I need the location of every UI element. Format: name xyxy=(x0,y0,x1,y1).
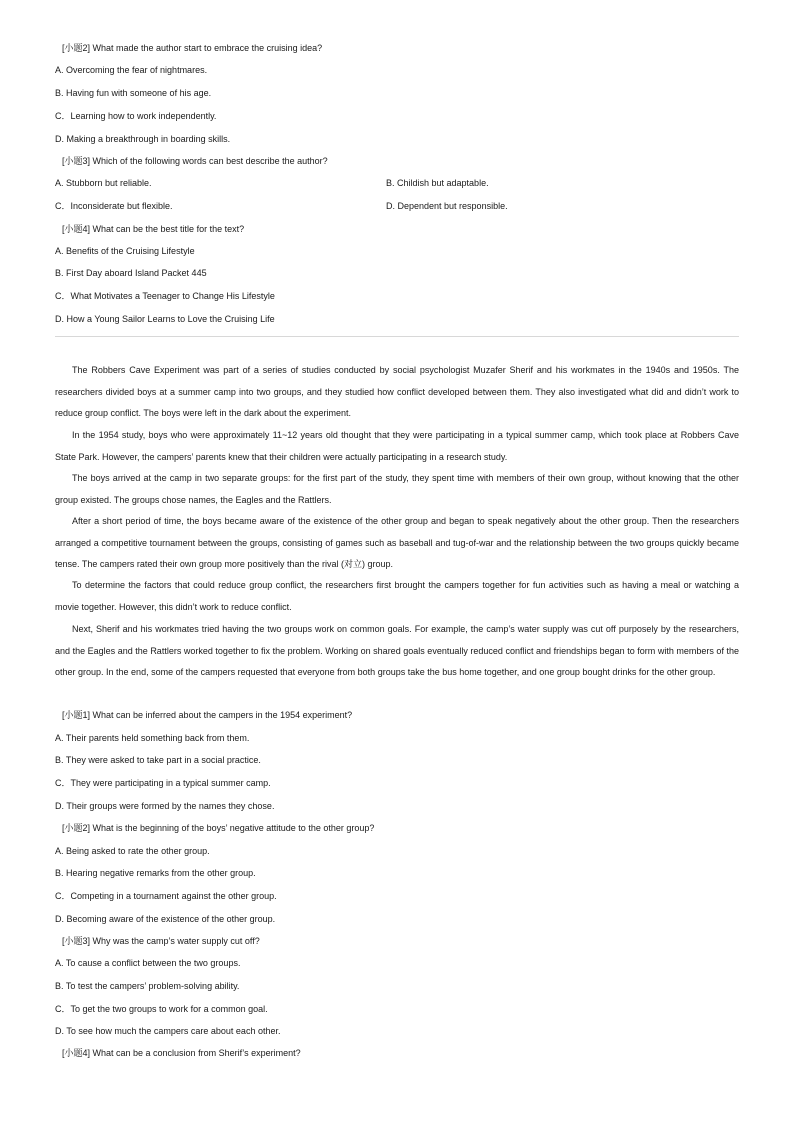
question-2-stem: [小题2] What made the author start to embrace the cruising idea? xyxy=(62,43,323,53)
q4-option-b[interactable]: B. First Day aboard Island Packet 445 xyxy=(55,268,207,278)
pq3-option-c[interactable]: C．To get the two groups to work for a common goal. xyxy=(55,1004,268,1014)
pq1-option-b[interactable]: B. They were asked to take part in a social practice. xyxy=(55,755,261,765)
passage-paragraph-3: The boys arrived at the camp in two separate groups: for the first part of the study, they spent time with members of their own group, without knowing that the other group existed. The groups chose names, the Eagles and the Rattlers. xyxy=(55,473,739,505)
pq2-option-a[interactable]: A. Being asked to rate the other group. xyxy=(55,846,210,856)
passage-paragraph-1: The Robbers Cave Experiment was part of a series of studies conducted by social psychologist Muzafer Sherif and his workmates in the 1940s and 1950s. The researchers divided boys at a summer camp into two groups, and they studied how conflict developed between them. They also investigated what did and didn’t work to reduce group conflict. The boys were left in the dark about the experiment. xyxy=(55,365,739,418)
q3-option-c[interactable]: C．Inconsiderate but flexible. xyxy=(55,201,173,211)
passage-paragraph-6: Next, Sherif and his workmates tried having the two groups work on common goals. For example, the camp’s water supply was cut off purposely by the researchers, and the Eagles and the Rattlers worked together to fix the problem. Working on shared goals eventually reduced conflict and friendships began to form with members of the other group. In the end, some of the campers requested that everyone from both groups take the bus home together, and one group bought drinks for the other group. xyxy=(55,624,739,677)
q2-option-c[interactable]: C．Learning how to work independently. xyxy=(55,111,217,121)
pq2-option-b[interactable]: B. Hearing negative remarks from the other group. xyxy=(55,868,256,878)
pq1-option-c[interactable]: C．They were participating in a typical summer camp. xyxy=(55,778,271,788)
q4-option-a[interactable]: A. Benefits of the Cruising Lifestyle xyxy=(55,246,195,256)
q3-option-d[interactable]: D. Dependent but responsible. xyxy=(386,201,508,211)
pq3-option-a[interactable]: A. To cause a conflict between the two groups. xyxy=(55,958,241,968)
pq3-option-b[interactable]: B. To test the campers’ problem-solving ability. xyxy=(55,981,240,991)
passage-paragraph-4: After a short period of time, the boys became aware of the existence of the other group and began to speak negatively about the other group. Then the researchers arranged a competitive tournament between the groups, consisting of games such as baseball and tug-of-war and the relationship between the two groups quickly became tense. The campers rated their own group more positively than the rival (对立) group. xyxy=(55,516,739,569)
q4-option-c[interactable]: C．What Motivates a Teenager to Change His Lifestyle xyxy=(55,291,275,301)
q4-option-d[interactable]: D. How a Young Sailor Learns to Love the Cruising Life xyxy=(55,314,275,324)
passage-question-4-stem: [小题4] What can be a conclusion from Sherif’s experiment? xyxy=(62,1048,301,1058)
passage-question-3-stem: [小题3] Why was the camp’s water supply cut off? xyxy=(62,936,260,946)
passage-paragraph-2: In the 1954 study, boys who were approximately 11~12 years old thought that they were participating in a typical summer camp, which took place at Robbers Cave State Park. However, the campers’ parents knew that their children were actually participating in a research study. xyxy=(55,430,739,462)
pq1-option-d[interactable]: D. Their groups were formed by the names they chose. xyxy=(55,801,275,811)
passage-question-2-stem: [小题2] What is the beginning of the boys’ negative attitude to the other group? xyxy=(62,823,375,833)
pq1-option-a[interactable]: A. Their parents held something back from them. xyxy=(55,733,250,743)
passage-question-1-stem: [小题1] What can be inferred about the campers in the 1954 experiment? xyxy=(62,710,353,720)
q2-option-b[interactable]: B. Having fun with someone of his age. xyxy=(55,88,212,98)
q2-option-a[interactable]: A. Overcoming the fear of nightmares. xyxy=(55,65,208,75)
pq2-option-d[interactable]: D. Becoming aware of the existence of the other group. xyxy=(55,914,276,924)
question-4-stem: [小题4] What can be the best title for the text? xyxy=(62,224,245,234)
question-3-stem: [小题3] Which of the following words can best describe the author? xyxy=(62,156,328,166)
pq2-option-c[interactable]: C．Competing in a tournament against the other group. xyxy=(55,891,277,901)
passage-paragraph-5: To determine the factors that could reduce group conflict, the researchers first brought the campers together for fun activities such as having a meal or watching a movie together. However, this didn’t work to reduce conflict. xyxy=(55,580,739,612)
pq3-option-d[interactable]: D. To see how much the campers care about each other. xyxy=(55,1026,281,1036)
q2-option-d[interactable]: D. Making a breakthrough in boarding skills. xyxy=(55,134,231,144)
q3-option-b[interactable]: B. Childish but adaptable. xyxy=(386,178,489,188)
q3-option-a[interactable]: A. Stubborn but reliable. xyxy=(55,178,152,188)
section-divider xyxy=(55,336,739,337)
